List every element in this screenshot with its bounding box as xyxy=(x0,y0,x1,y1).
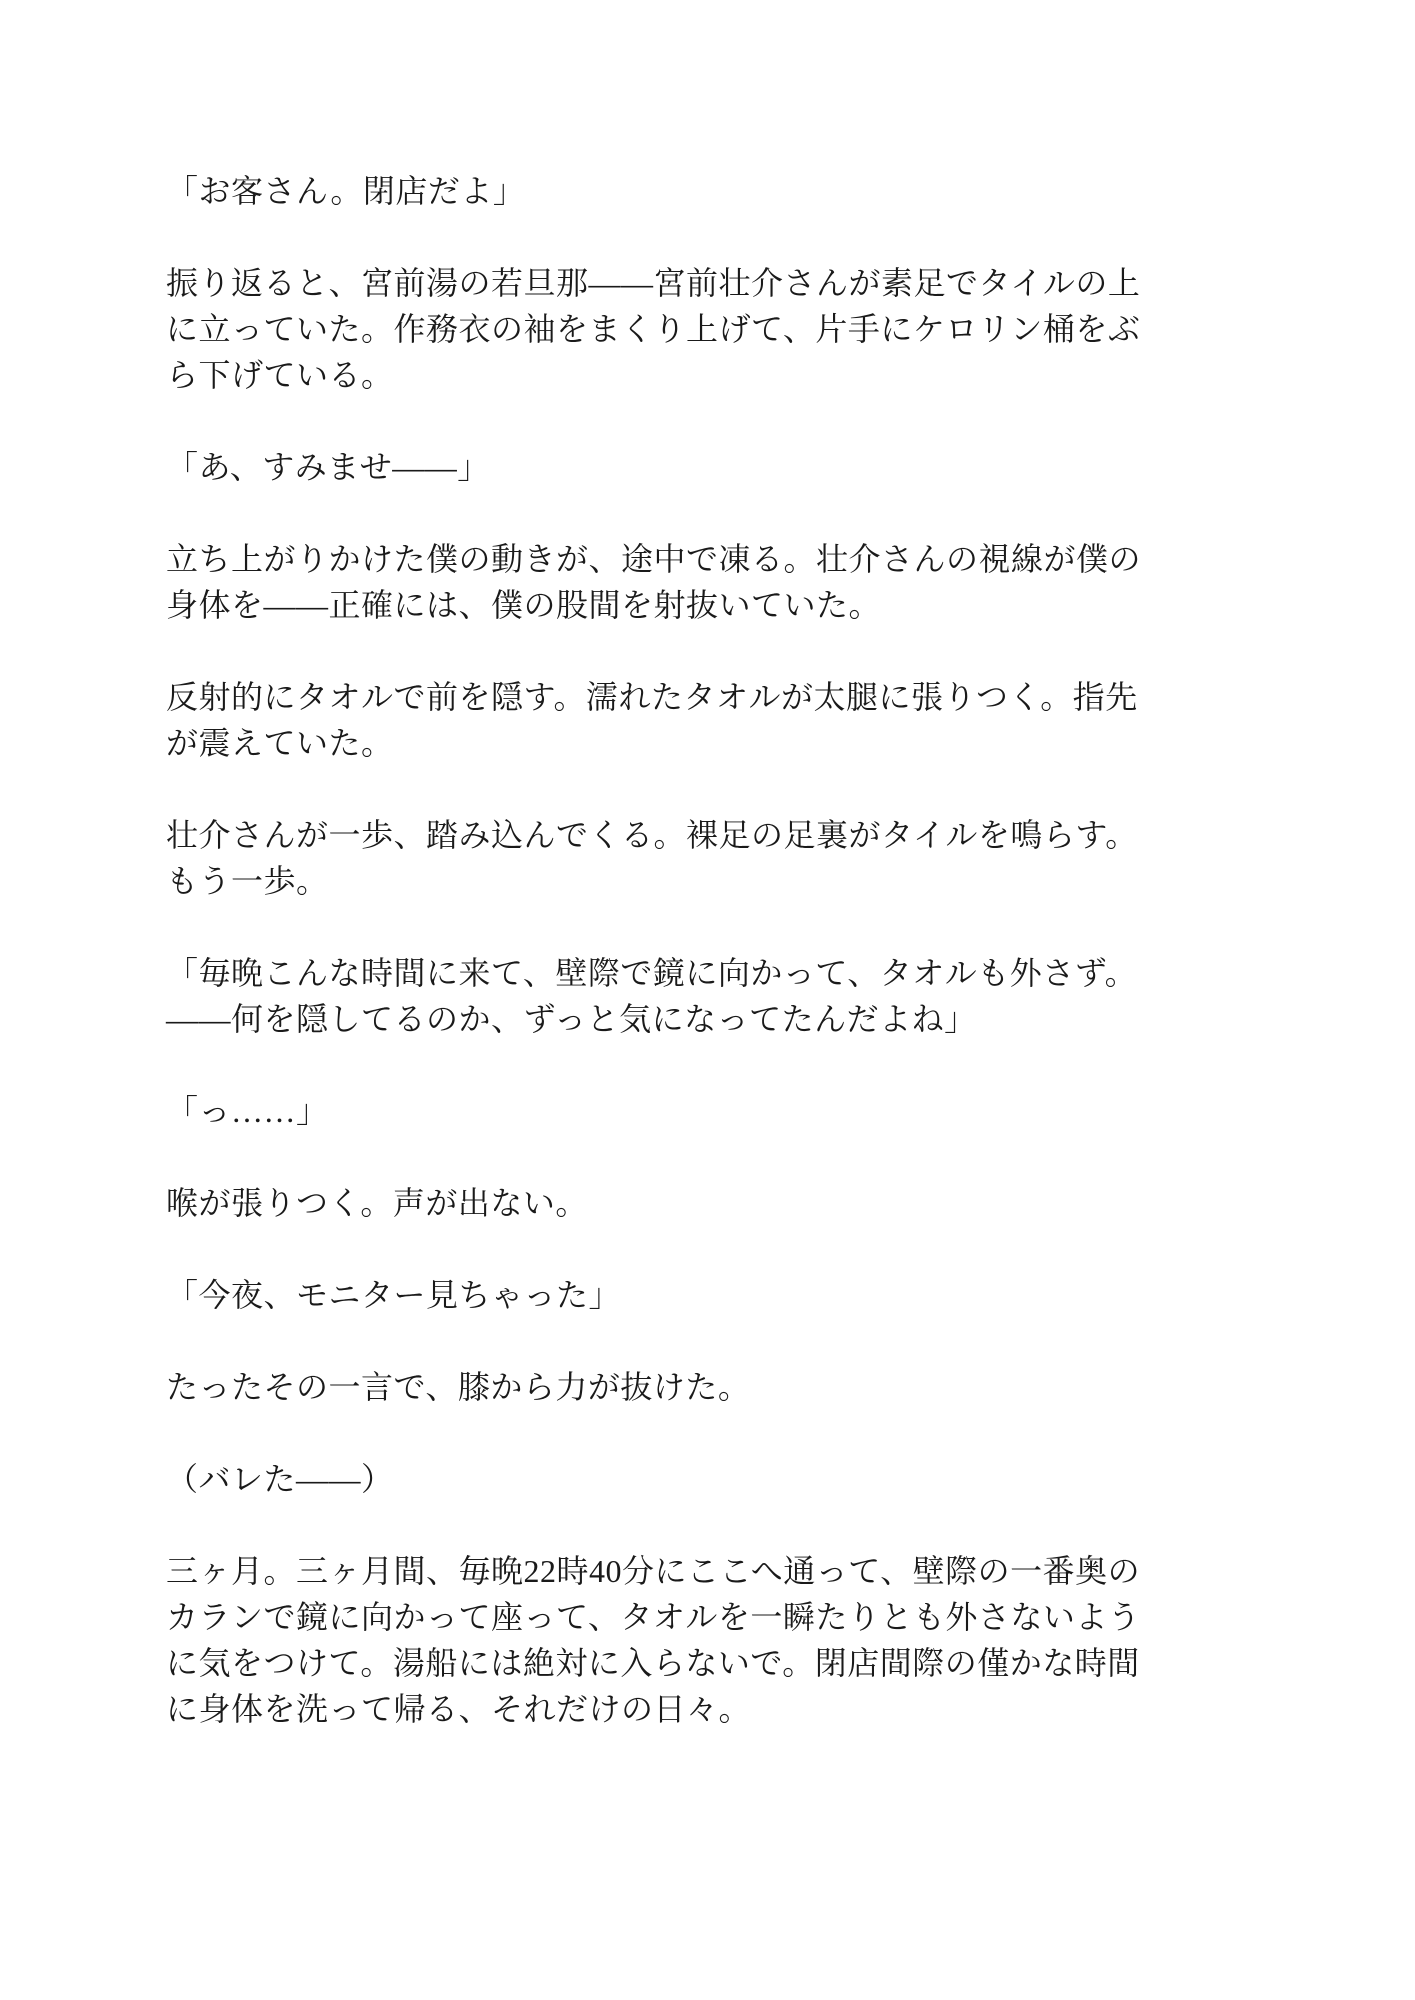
paragraph: 三ヶ月。三ヶ月間、毎晩22時40分にここへ通って、壁際の一番奥のカランで鏡に向かって座って、タオルを一瞬たりとも外さないように気をつけて。湯船には絶対に入らないで。閉店間際の僅かな時間に身体を洗って帰る、それだけの日々。 xyxy=(166,1553,1141,1727)
paragraph: たったその一言で、膝から力が抜けた。 xyxy=(166,1369,751,1405)
paragraph: 喉が張りつく。声が出ない。 xyxy=(166,1185,588,1221)
paragraph: 「お客さん。閉店だよ」 xyxy=(166,173,526,209)
paragraph: 「今夜、モニター見ちゃった」 xyxy=(166,1277,622,1313)
paragraph: 「あ、すみませ——」 xyxy=(166,449,490,485)
paragraph: 壮介さんが一歩、踏み込んでくる。裸足の足裏がタイルを鳴らす。もう一歩。 xyxy=(166,817,1138,899)
paragraph: 立ち上がりかけた僕の動きが、途中で凍る。壮介さんの視線が僕の身体を——正確には、僕の股間を射抜いていた。 xyxy=(166,541,1142,623)
paragraph: （バレた——） xyxy=(166,1461,394,1497)
paragraph: 反射的にタオルで前を隠す。濡れたタオルが太腿に張りつく。指先が震えていた。 xyxy=(166,679,1138,761)
paragraph: 「っ……」 xyxy=(166,1093,329,1129)
paragraph: 「毎晩こんな時間に来て、壁際で鏡に向かって、タオルも外さず。——何を隠してるのか、ずっと気になってたんだよね」 xyxy=(166,955,1138,1037)
paragraph: 振り返ると、宮前湯の若旦那——宮前壮介さんが素足でタイルの上に立っていた。作務衣の袖をまくり上げて、片手にケロリン桶をぶら下げている。 xyxy=(166,265,1141,393)
document-body xyxy=(166,168,1166,1778)
